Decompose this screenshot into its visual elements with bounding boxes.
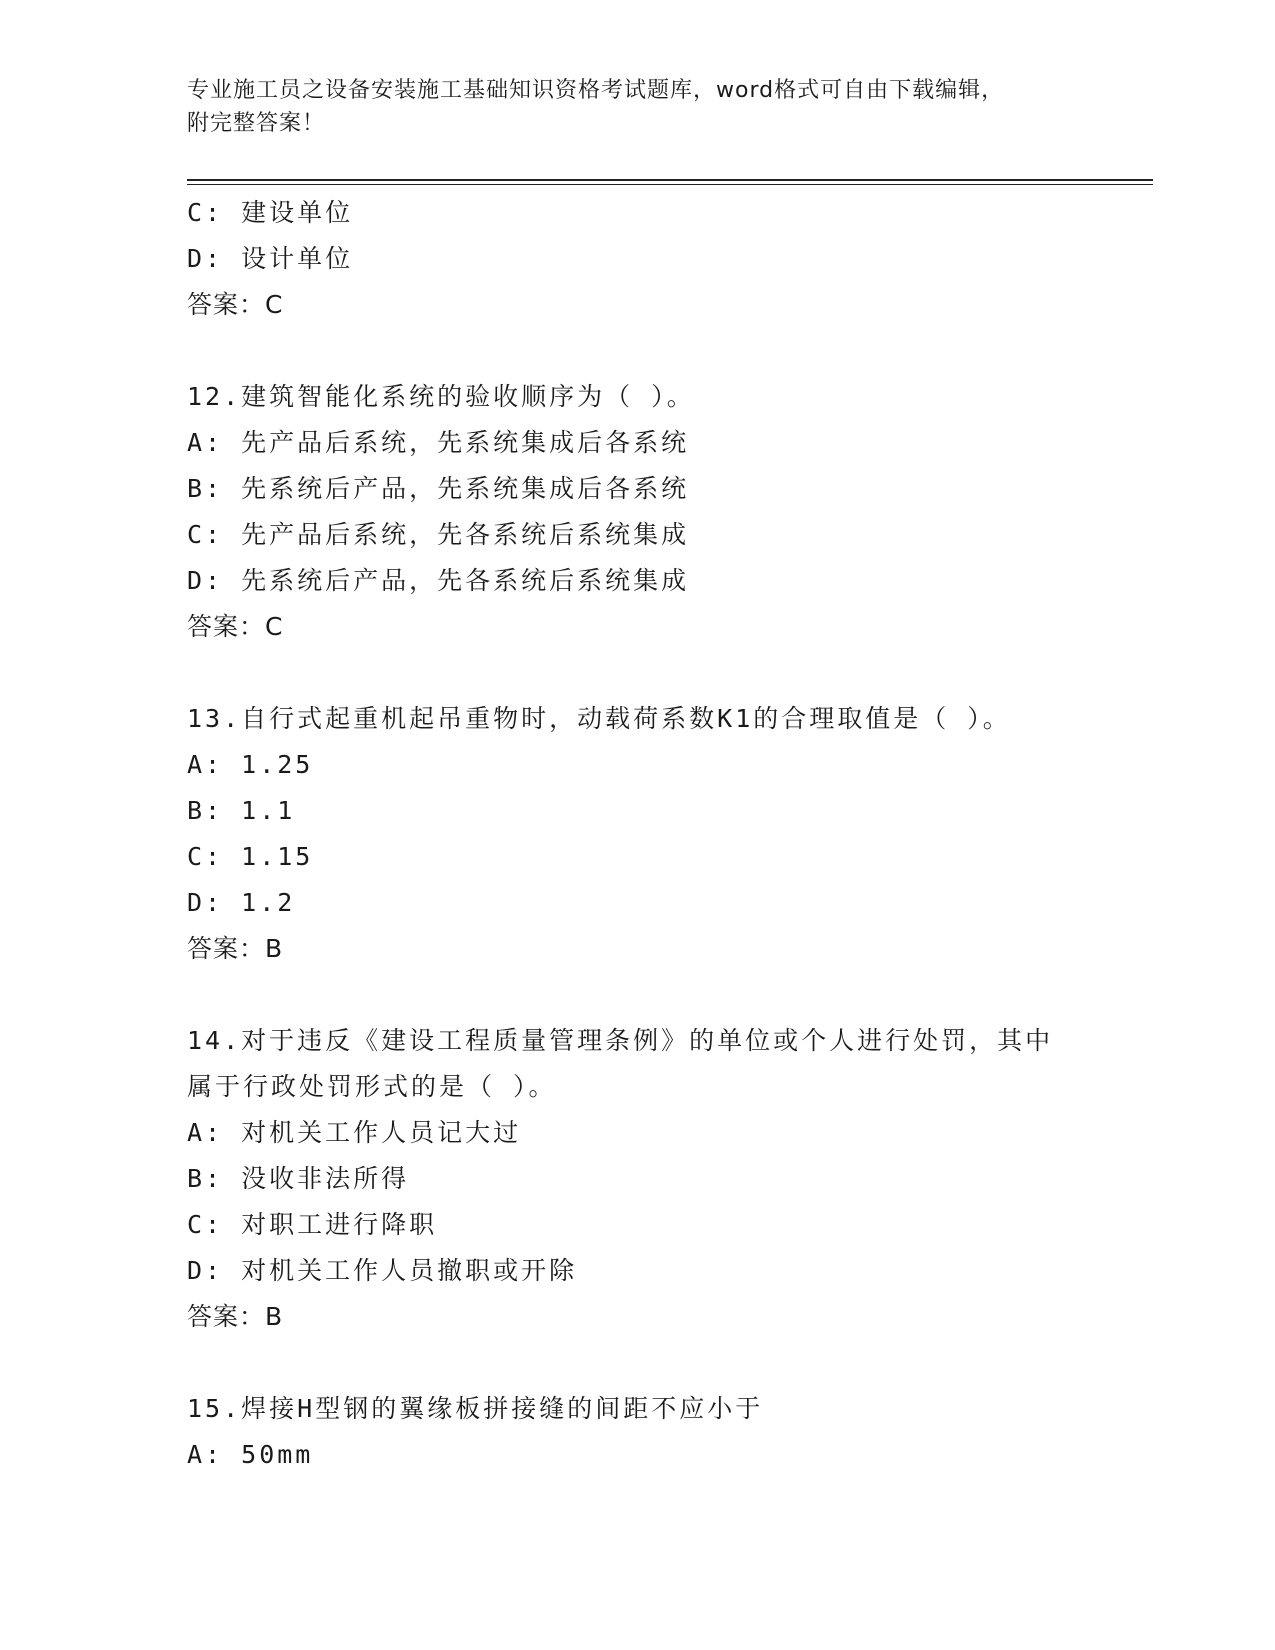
question-text: 12.建筑智能化系统的验收顺序为（ ）。	[187, 382, 695, 411]
option-a: A: 1.25	[187, 750, 314, 779]
option-c: C: 对职工进行降职	[187, 1210, 438, 1239]
option-c: C: 先产品后系统，先各系统后系统集成	[187, 520, 690, 549]
question-14	[187, 1018, 1137, 1340]
option-a: A: 50mm	[187, 1440, 314, 1469]
question-11	[187, 190, 1137, 328]
option-c: C: 建设单位	[187, 198, 354, 227]
spacer	[187, 1340, 1137, 1386]
question-text: 15.焊接H型钢的翼缘板拼接缝的间距不应小于	[187, 1394, 764, 1423]
option-d: D: 1.2	[187, 888, 296, 917]
spacer	[187, 650, 1137, 696]
answer: 答案：C	[187, 290, 284, 319]
option-a: A: 先产品后系统，先系统集成后各系统	[187, 428, 690, 457]
question-text: 13.自行式起重机起吊重物时，动载荷系数K1的合理取值是（ ）。	[187, 704, 1011, 733]
option-d: D: 对机关工作人员撤职或开除	[187, 1256, 578, 1285]
option-b: B: 没收非法所得	[187, 1164, 410, 1193]
spacer	[187, 972, 1137, 1018]
answer: 答案：B	[187, 934, 284, 963]
question-text-line-1: 14.对于违反《建设工程质量管理条例》的单位或个人进行处罚，其中	[187, 1026, 1054, 1055]
answer: 答案：B	[187, 1302, 284, 1331]
question-13	[187, 696, 1137, 972]
question-15	[187, 1386, 1137, 1478]
option-d: D: 设计单位	[187, 244, 354, 273]
spacer	[187, 328, 1137, 374]
option-b: B: 先系统后产品，先系统集成后各系统	[187, 474, 690, 503]
option-c: C: 1.15	[187, 842, 314, 871]
header-line-2: 附完整答案！	[187, 111, 326, 136]
option-b: B: 1.1	[187, 796, 296, 825]
option-d: D: 先系统后产品，先各系统后系统集成	[187, 566, 690, 595]
header-divider-thin	[187, 184, 1153, 185]
header-divider-thick	[187, 179, 1153, 181]
question-text-line-2: 属于行政处罚形式的是（ ）。	[187, 1072, 557, 1101]
header-line-1: 专业施工员之设备安装施工基础知识资格考试题库，word格式可自由下载编辑，	[187, 78, 1005, 103]
answer: 答案：C	[187, 612, 284, 641]
question-list	[187, 190, 1137, 1478]
document-header	[187, 74, 1087, 140]
question-12	[187, 374, 1137, 650]
option-a: A: 对机关工作人员记大过	[187, 1118, 522, 1147]
